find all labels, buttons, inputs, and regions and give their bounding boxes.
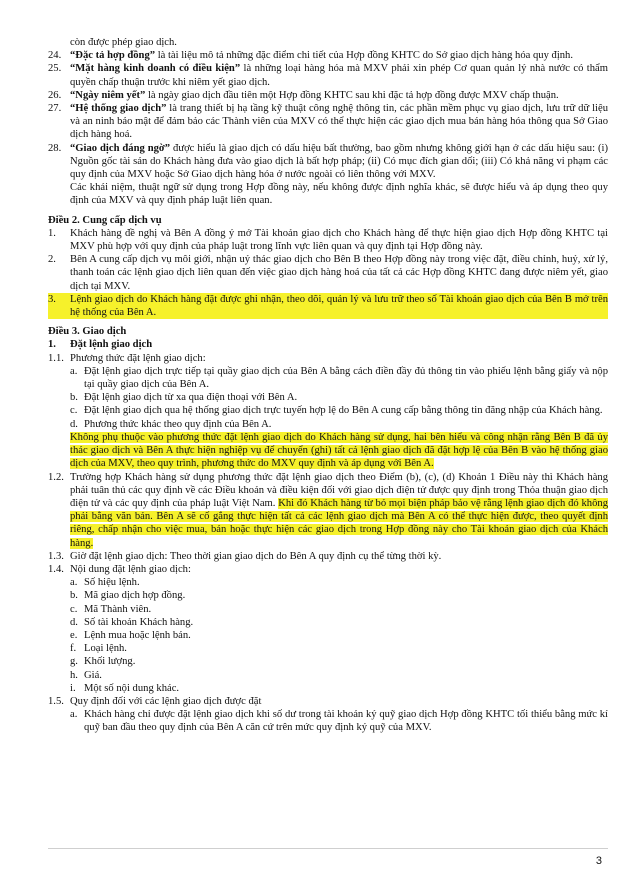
section-heading [48,338,608,351]
item-number: 24. [48,50,62,62]
list-item [48,589,608,602]
item-letter: i. [70,682,76,694]
item-letter: a. [70,577,78,589]
item-letter: a. [70,365,78,377]
subclause-text: Trường hợp Khách hàng sử dụng phương thức đặt lệnh giao dịch theo Điểm (b), (c), (d) Khoản 1 Điều này thì Khách hàng phải tuân thủ các quy định về các Điều khoản và điều kiện đối với giao dịch điện tử được quy định trong Thỏa thuận giao dịch điện tử và các quy định của pháp luật Việt Nam. [70,471,608,509]
item-letter: d. [70,418,78,430]
list-item [48,682,608,695]
item-text: Mã giao dịch hợp đồng. [84,590,186,602]
subclause-text: Quy định đối với các lệnh giao dịch được đặt [70,695,262,707]
subclause [48,550,608,563]
item-letter: c. [70,603,78,615]
item-text: Số hiệu lệnh. [84,577,140,589]
item-letter: e. [70,629,78,641]
article-heading: Điều 2. Cung cấp dịch vụ [48,214,162,226]
definition-28 [48,142,608,182]
item-text: Đặt lệnh giao dịch từ xa qua điện thoại với Bên A. [84,392,298,404]
item-number: 25. [48,63,62,75]
item-letter: b. [70,590,78,602]
term: “Giao dịch đáng ngờ” [70,142,171,154]
item-number: 1.3. [48,550,64,562]
item-letter: d. [70,616,78,628]
item-text: Một số nội dung khác. [84,682,180,694]
list-item [48,404,608,417]
list-item [48,576,608,589]
list-item [48,603,608,616]
definition-24 [48,49,608,62]
item-number: 1.2. [48,471,64,483]
definition-text: là những loại hàng hóa mà MXV phải xin phép Cơ quan quản lý nhà nước có thẩm quyền chấp thuận trước khi niêm yết giao dịch. [70,63,608,88]
item-number: 28. [48,142,62,154]
definition-27 [48,102,608,142]
definition-text: là ngày giao dịch đầu tiên một Hợp đồng KHTC sau khi đặc tả hợp đồng được MXV chấp thuận. [145,89,559,101]
item-text: Khối lượng. [84,656,136,668]
clause [48,227,608,253]
text: còn được phép giao dịch. [70,37,177,48]
definition-text: là tài liệu mô tả những đặc điểm chi tiết của Hợp đồng KHTC do Sở giao dịch hàng hóa quy định. [155,50,574,62]
item-number: 26. [48,89,62,101]
list-item [48,669,608,682]
term: “Mặt hàng kinh doanh có điều kiện” [70,63,241,75]
item-text: Giá. [84,669,102,681]
section-title: Đặt lệnh giao dịch [70,339,153,351]
list-item [48,365,608,391]
item-text: Đặt lệnh giao dịch qua hệ thống giao dịch trực tuyến hợp lệ do Bên A cung cấp bằng thông tin đăng nhập của Khách hàng. [84,405,603,417]
term: “Ngày niêm yết” [70,89,146,101]
item-text: Loại lệnh. [84,643,127,655]
paragraph: Các khái niệm, thuật ngữ sử dụng trong Hợp đồng này, nếu không được định nghĩa khác, sẽ được hiểu và áp dụng theo quy định của MXV và quy định pháp luật liên quan. [70,182,608,207]
item-number: 1.1. [48,352,64,364]
subclause-text: Phương thức đặt lệnh giao dịch: [70,352,206,364]
item-letter: h. [70,669,78,681]
article-heading: Điều 3. Giao dịch [48,326,127,338]
paragraph [48,36,608,49]
highlighted-clause [48,293,608,319]
item-letter: f. [70,643,77,655]
page-number: 3 [595,855,602,867]
definition-25 [48,62,608,88]
subclause-text: Giờ đặt lệnh giao dịch: Theo thời gian giao dịch do Bên A quy định cụ thể từng thời kỳ. [70,550,442,562]
item-letter: c. [70,405,78,417]
list-item [48,418,608,431]
definition-26 [48,89,608,102]
item-number: 27. [48,103,62,115]
subclause [48,471,608,550]
definition-text: là trang thiết bị hạ tầng kỹ thuật công nghệ thông tin, các phần mềm phục vụ giao dịch, lưu trữ dữ liệu và an ninh bảo mật để đảm bảo các Thành viên của MXV có thể thực hiện các giao dịch mua bán hàng hóa thông qua Sở Giao dịch hàng hoá. [70,103,608,141]
item-text: Khách hàng chỉ được đặt lệnh giao dịch khi số dư trong tài khoản ký quỹ giao dịch Hợp đồng KHTC tối thiểu bằng mức kí quỹ ban đầu theo quy định của Bên A căn cứ trên mức quy định ký quỹ của MXV. [84,709,608,734]
item-letter: g. [70,656,78,668]
list-item [48,655,608,668]
item-number: 1.5. [48,695,64,707]
subclause [48,352,608,365]
highlighted-text: Khi đó Khách hàng từ bỏ mọi biện pháp bảo vệ rằng lệnh giao dịch đó không phải bằng văn bản. Bên A sẽ cố gắng thực hiện tất cả các lệnh giao dịch mà Bên A có thể thực hiện được, theo quyết định riêng, chấp nhận cho việc mua, bán hoặc thực hiện các giao dịch trong Hợp đồng này cho Tài khoản giao dịch của Khách hàng. [70,497,608,549]
item-number: 2. [48,254,56,266]
highlighted-paragraph: Không phụ thuộc vào phương thức đặt lệnh giao dịch do Khách hàng sử dụng, hai bên hiểu và công nhận rằng Bên B đã ủy thác giao dịch và Bên A thực hiện nghiệp vụ để chuyển (ghi) tất cả lệnh giao dịch đã đặt hợp lệ của Bên B vào hệ thống giao dịch của MXV, theo quy trình, phương thức do MXV quy định và áp dụng với Bên A. [70,431,608,470]
subclause-text: Nội dung đặt lệnh giao dịch: [70,563,191,575]
item-number: 1. [48,227,56,239]
clause-text: Khách hàng đề nghị và Bên A đồng ý mở Tài khoản giao dịch cho Khách hàng để thực hiện giao dịch Hợp đồng KHTC tại MXV phù hợp với quy định của pháp luật trong lĩnh vực liên quan và quy định tại Hợp đồng này. [70,227,608,253]
item-number: 1. [48,339,56,351]
item-text: Phương thức khác theo quy định của Bên A. [84,418,272,430]
item-number: 1.4. [48,563,64,575]
item-text: Đặt lệnh giao dịch trực tiếp tại quầy giao dịch của Bên A bằng cách điền đầy đủ thông tin vào phiếu lệnh bằng giấy và nộp tại quầy giao dịch của Bên A. [84,365,608,391]
clause-text: Bên A cung cấp dịch vụ môi giới, nhận uỷ thác giao dịch cho Bên B theo Hợp đồng này trong việc đặt, điều chỉnh, huỷ, xử lý, thanh toán các lệnh giao dịch liên quan đến việc giao dịch hàng hoá của tất cả các Hợp đồng KHTC đang được niêm yết, giao dịch tại MXV. [70,254,608,292]
item-text: Lệnh mua hoặc lệnh bán. [84,629,191,641]
item-text: Số tài khoản Khách hàng. [84,616,194,628]
term: “Hệ thống giao dịch” [70,103,167,115]
list-item [48,616,608,629]
clause-text: Lệnh giao dịch do Khách hàng đặt được ghi nhận, theo dõi, quản lý và lưu trữ theo số Tài khoản giao dịch của Bên B mở trên hệ thống của Bên A. [70,293,608,319]
document-body [48,36,608,735]
list-item [48,642,608,655]
list-item [48,629,608,642]
subclause [48,695,608,708]
list-item [48,391,608,404]
subclause [48,563,608,576]
definition-text: được hiểu là giao dịch có dấu hiệu bất thường, bao gồm nhưng không giới hạn ở các dấu hiệu sau: (i) Nguồn gốc tài sản do Khách hàng đưa vào giao dịch là bất hợp pháp; (ii) Có mục đích gian dối; (iii) Có khả năng vi phạm các quy định của MXV hoặc Sở Giao dịch hàng hóa ở nước ngoài có liên thông với MXV. [70,142,608,181]
item-letter: b. [70,392,78,404]
term: “Đặc tả hợp đồng” [70,50,156,62]
clause [48,253,608,293]
item-number: 3. [48,293,56,305]
footer-divider [48,848,608,849]
item-letter: a. [70,709,78,721]
list-item [48,708,608,734]
item-text: Mã Thành viên. [84,603,152,615]
